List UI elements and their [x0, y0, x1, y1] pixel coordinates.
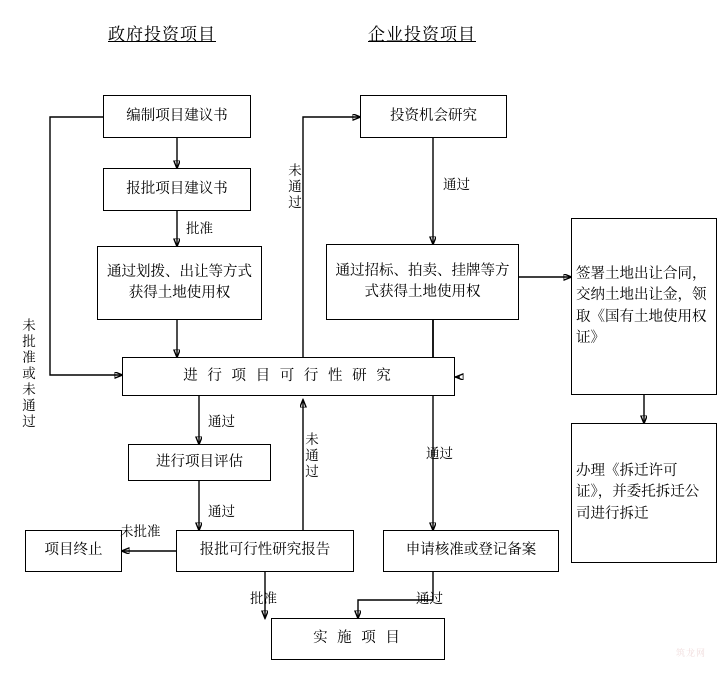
edge-label-passed-gov-report: 通过 — [208, 504, 235, 519]
edge-label-not-approved-terminate: 未批准 — [120, 524, 161, 539]
node-submit-feasibility-report[interactable]: 报批可行性研究报告 — [176, 530, 354, 572]
watermark: 筑龙网 — [675, 648, 706, 658]
node-investment-opportunity-study[interactable]: 投资机会研究 — [360, 95, 507, 138]
edge-label-passed-gov-eval: 通过 — [208, 414, 235, 429]
edge-label-passed-ent-3: 通过 — [416, 591, 443, 606]
node-project-evaluation[interactable]: 进行项目评估 — [128, 444, 271, 481]
node-feasibility-study[interactable]: 进 行 项 目 可 行 性 研 究 — [122, 357, 455, 396]
edge-label-not-approved-feedback: 未通过 — [305, 432, 319, 479]
column-header-enterprise: 企业投资项目 — [368, 25, 476, 44]
column-header-government: 政府投资项目 — [108, 25, 216, 44]
node-obtain-land-use-right-allocation[interactable]: 通过划拨、出让等方式获得土地使用权 — [97, 246, 262, 320]
node-submit-project-proposal[interactable]: 报批项目建议书 — [103, 168, 251, 211]
edge-label-passed-ent-1: 通过 — [443, 177, 470, 192]
edge-label-not-approved-or-not-passed: 未批准或未通过 — [22, 318, 36, 429]
node-project-terminated[interactable]: 项目终止 — [25, 530, 122, 572]
node-demolition-permit[interactable]: 办理《拆迁许可证》，并委托拆迁公司进行拆迁 — [571, 423, 717, 563]
node-apply-approval-or-registration[interactable]: 申请核准或登记备案 — [383, 530, 559, 572]
edge-label-passed-ent-2: 通过 — [426, 446, 453, 461]
node-implement-project[interactable]: 实 施 项 目 — [271, 618, 445, 660]
node-obtain-land-use-right-bidding[interactable]: 通过招标、拍卖、挂牌等方式获得土地使用权 — [326, 244, 519, 320]
node-prepare-project-proposal[interactable]: 编制项目建议书 — [103, 95, 251, 138]
node-sign-land-transfer-contract[interactable]: 签署土地出让合同，交纳土地出让金，领取《国有土地使用权证》 — [571, 218, 717, 395]
edge-label-approved-1: 批准 — [186, 221, 213, 236]
edge-label-not-passed-ent: 未通过 — [288, 163, 302, 210]
edge-label-approved-implement: 批准 — [250, 591, 277, 606]
